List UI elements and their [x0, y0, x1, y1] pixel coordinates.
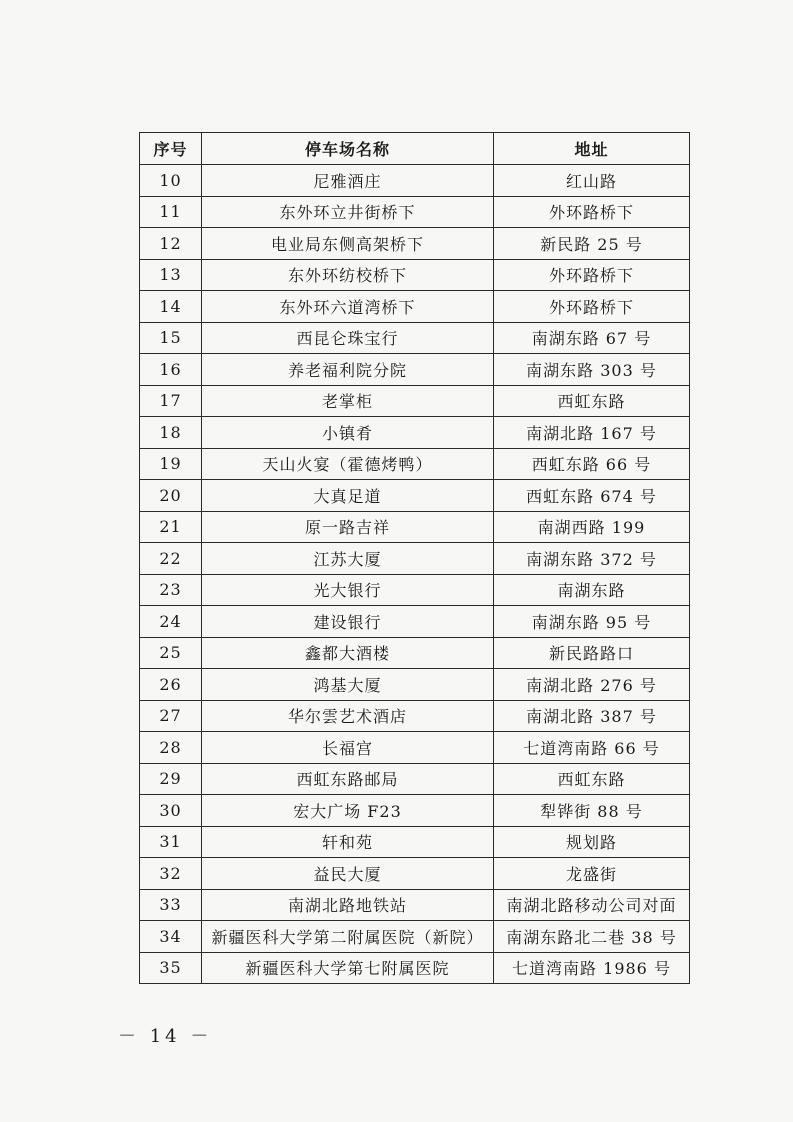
cell-address: 犁铧街 88 号 [494, 795, 690, 827]
cell-address: 规划路 [494, 826, 690, 858]
table-row [140, 732, 690, 764]
table-row [140, 574, 690, 606]
table-row [140, 669, 690, 701]
cell-serial-number: 33 [140, 889, 202, 921]
cell-serial-number: 34 [140, 921, 202, 953]
cell-serial-number: 23 [140, 574, 202, 606]
cell-serial-number: 17 [140, 385, 202, 417]
table-row [140, 448, 690, 480]
cell-parking-name: 鑫都大酒楼 [202, 637, 494, 669]
table-row [140, 196, 690, 228]
table-row [140, 511, 690, 543]
cell-serial-number: 25 [140, 637, 202, 669]
header-address: 地址 [494, 133, 690, 165]
cell-address: 南湖北路 387 号 [494, 700, 690, 732]
cell-address: 外环路桥下 [494, 291, 690, 323]
cell-address: 七道湾南路 66 号 [494, 732, 690, 764]
table-row [140, 228, 690, 260]
table-row [140, 259, 690, 291]
cell-serial-number: 12 [140, 228, 202, 260]
cell-parking-name: 华尔雲艺术酒店 [202, 700, 494, 732]
table-body [140, 165, 690, 984]
cell-address: 七道湾南路 1986 号 [494, 952, 690, 984]
cell-address: 南湖东路北二巷 38 号 [494, 921, 690, 953]
cell-parking-name: 大真足道 [202, 480, 494, 512]
cell-serial-number: 19 [140, 448, 202, 480]
table-row [140, 700, 690, 732]
cell-parking-name: 西昆仑珠宝行 [202, 322, 494, 354]
cell-address: 南湖东路 303 号 [494, 354, 690, 386]
table-row [140, 291, 690, 323]
cell-serial-number: 14 [140, 291, 202, 323]
cell-parking-name: 东外环纺校桥下 [202, 259, 494, 291]
cell-parking-name: 鸿基大厦 [202, 669, 494, 701]
header-parking-name: 停车场名称 [202, 133, 494, 165]
cell-parking-name: 建设银行 [202, 606, 494, 638]
cell-serial-number: 13 [140, 259, 202, 291]
cell-serial-number: 16 [140, 354, 202, 386]
cell-address: 外环路桥下 [494, 196, 690, 228]
cell-address: 南湖东路 [494, 574, 690, 606]
cell-address: 南湖北路移动公司对面 [494, 889, 690, 921]
cell-parking-name: 原一路吉祥 [202, 511, 494, 543]
cell-address: 南湖东路 67 号 [494, 322, 690, 354]
cell-parking-name: 东外环六道湾桥下 [202, 291, 494, 323]
table-row [140, 826, 690, 858]
cell-parking-name: 小镇肴 [202, 417, 494, 449]
cell-parking-name: 养老福利院分院 [202, 354, 494, 386]
cell-serial-number: 26 [140, 669, 202, 701]
header-serial-number: 序号 [140, 133, 202, 165]
table-row [140, 543, 690, 575]
cell-serial-number: 32 [140, 858, 202, 890]
cell-parking-name: 光大银行 [202, 574, 494, 606]
cell-serial-number: 21 [140, 511, 202, 543]
cell-serial-number: 24 [140, 606, 202, 638]
cell-parking-name: 轩和苑 [202, 826, 494, 858]
table-row [140, 952, 690, 984]
cell-serial-number: 15 [140, 322, 202, 354]
cell-address: 西虹东路 [494, 385, 690, 417]
cell-serial-number: 22 [140, 543, 202, 575]
cell-serial-number: 31 [140, 826, 202, 858]
page-number: － 14 － [118, 1026, 213, 1047]
cell-address: 南湖东路 372 号 [494, 543, 690, 575]
cell-parking-name: 新疆医科大学第二附属医院（新院） [202, 921, 494, 953]
cell-parking-name: 江苏大厦 [202, 543, 494, 575]
cell-address: 西虹东路 66 号 [494, 448, 690, 480]
cell-address: 西虹东路 674 号 [494, 480, 690, 512]
cell-address: 西虹东路 [494, 763, 690, 795]
table-row [140, 606, 690, 638]
cell-address: 南湖西路 199 [494, 511, 690, 543]
cell-address: 新民路 25 号 [494, 228, 690, 260]
cell-parking-name: 老掌柜 [202, 385, 494, 417]
cell-serial-number: 29 [140, 763, 202, 795]
cell-address: 南湖北路 276 号 [494, 669, 690, 701]
cell-parking-name: 电业局东侧高架桥下 [202, 228, 494, 260]
cell-address: 新民路路口 [494, 637, 690, 669]
cell-serial-number: 10 [140, 165, 202, 197]
cell-parking-name: 长福宫 [202, 732, 494, 764]
cell-parking-name: 天山火宴（霍德烤鸭） [202, 448, 494, 480]
cell-serial-number: 30 [140, 795, 202, 827]
cell-address: 外环路桥下 [494, 259, 690, 291]
cell-parking-name: 新疆医科大学第七附属医院 [202, 952, 494, 984]
table-row [140, 889, 690, 921]
table-row [140, 480, 690, 512]
table-row [140, 921, 690, 953]
table-row [140, 165, 690, 197]
cell-serial-number: 18 [140, 417, 202, 449]
cell-serial-number: 20 [140, 480, 202, 512]
cell-address: 红山路 [494, 165, 690, 197]
table-row [140, 385, 690, 417]
table-header-row [140, 133, 690, 165]
table-row [140, 322, 690, 354]
table-row [140, 417, 690, 449]
table-row [140, 354, 690, 386]
cell-serial-number: 27 [140, 700, 202, 732]
cell-address: 龙盛街 [494, 858, 690, 890]
cell-parking-name: 南湖北路地铁站 [202, 889, 494, 921]
table-row [140, 858, 690, 890]
cell-serial-number: 28 [140, 732, 202, 764]
cell-parking-name: 益民大厦 [202, 858, 494, 890]
table-row [140, 763, 690, 795]
parking-lot-table [139, 132, 690, 984]
table-row [140, 637, 690, 669]
cell-parking-name: 东外环立井街桥下 [202, 196, 494, 228]
cell-serial-number: 35 [140, 952, 202, 984]
cell-parking-name: 宏大广场 F23 [202, 795, 494, 827]
cell-parking-name: 尼雅酒庄 [202, 165, 494, 197]
cell-address: 南湖北路 167 号 [494, 417, 690, 449]
table-row [140, 795, 690, 827]
cell-address: 南湖东路 95 号 [494, 606, 690, 638]
cell-serial-number: 11 [140, 196, 202, 228]
cell-parking-name: 西虹东路邮局 [202, 763, 494, 795]
